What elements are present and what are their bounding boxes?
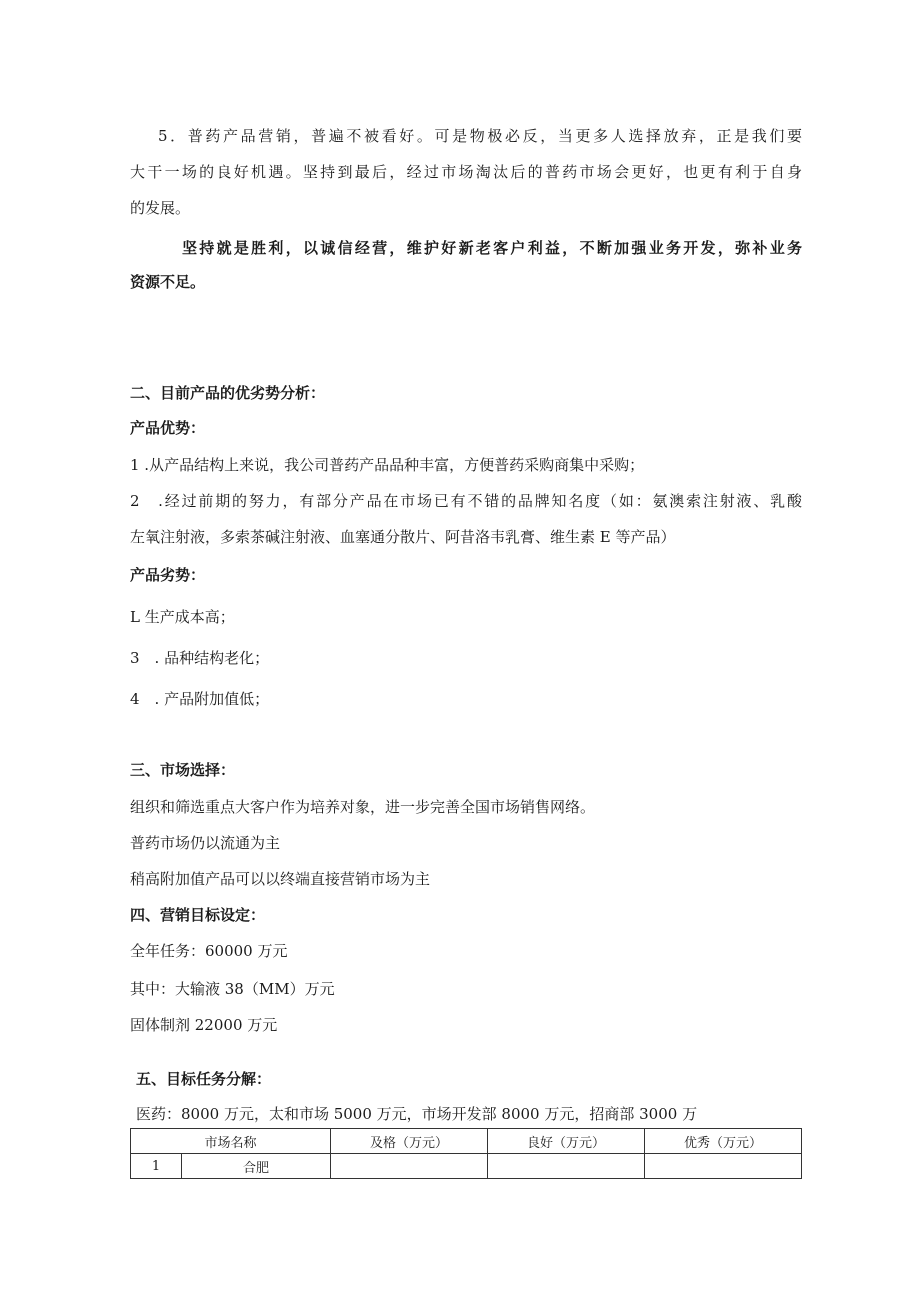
paragraph-5-line-3: 的发展。 bbox=[130, 199, 191, 217]
disadvantage-item-2: 3 . 品种结构老化； bbox=[130, 649, 270, 667]
market-selection-line-1: 组织和筛选重点大客户作为培养对象，进一步完善全国市场销售网络。 bbox=[130, 798, 596, 816]
disadvantage-heading: 产品劣势： bbox=[130, 566, 206, 584]
advantage-item-1: 1 .从产品结构上来说，我公司普药产品品种丰富，方便普药采购商集中采购； bbox=[130, 456, 645, 474]
header-good: 良好（万元） bbox=[488, 1129, 645, 1154]
section-3-heading: 三、市场选择： bbox=[130, 761, 236, 779]
bold-statement-line-2: 资源不足。 bbox=[130, 273, 206, 291]
market-selection-line-3: 稍高附加值产品可以以终端直接营销市场为主 bbox=[130, 870, 431, 888]
solid-preparation-target-line: 固体制剂 22000 万元 bbox=[130, 1016, 278, 1034]
header-pass: 及格（万元） bbox=[331, 1129, 488, 1154]
advantage-heading: 产品优势： bbox=[130, 419, 206, 437]
header-excellent: 优秀（万元） bbox=[645, 1129, 802, 1154]
row-excellent-value bbox=[645, 1154, 802, 1179]
annual-target-line: 全年任务：60000 万元 bbox=[130, 942, 288, 960]
section-2-heading: 二、目前产品的优劣势分析： bbox=[130, 384, 326, 402]
disadvantage-item-1: L 生产成本高； bbox=[130, 608, 235, 626]
header-market-name: 市场名称 bbox=[131, 1129, 331, 1154]
market-selection-line-2: 普药市场仍以流通为主 bbox=[130, 834, 281, 852]
row-number: 1 bbox=[131, 1154, 182, 1179]
row-good-value bbox=[488, 1154, 645, 1179]
target-breakdown-table bbox=[130, 1128, 802, 1179]
advantage-item-2-line-1: 2 .经过前期的努力，有部分产品在市场已有不错的品牌知名度（如：氨澳索注射液、乳酸 bbox=[130, 492, 802, 510]
advantage-item-2-line-2: 左氧注射液，多索茶碱注射液、血塞通分散片、阿昔洛韦乳膏、维生素 E 等产品） bbox=[130, 528, 676, 546]
section-4-heading: 四、营销目标设定： bbox=[130, 906, 266, 924]
table-row bbox=[131, 1154, 802, 1179]
paragraph-5-line-2: 大干一场的良好机遇。坚持到最后，经过市场淘汰后的普药市场会更好，也更有利于自身 bbox=[130, 163, 802, 181]
target-breakdown-line: 医药：8000 万元，太和市场 5000 万元，市场开发部 8000 万元，招商部 3000 万 bbox=[136, 1105, 698, 1123]
paragraph-5-line-1: 5．普药产品营销，普遍不被看好。可是物极必反，当更多人选择放弃，正是我们要 bbox=[158, 127, 802, 145]
row-market-name: 合肥 bbox=[182, 1154, 331, 1179]
row-pass-value bbox=[331, 1154, 488, 1179]
table-header-row bbox=[131, 1129, 802, 1154]
infusion-target-line: 其中：大输液 38（MM）万元 bbox=[130, 980, 335, 998]
disadvantage-item-3: 4 . 产品附加值低； bbox=[130, 690, 270, 708]
bold-statement-line-1: 坚持就是胜利，以诚信经营，维护好新老客户利益，不断加强业务开发，弥补业务 bbox=[182, 239, 802, 257]
section-5-heading: 五、目标任务分解： bbox=[136, 1070, 272, 1088]
